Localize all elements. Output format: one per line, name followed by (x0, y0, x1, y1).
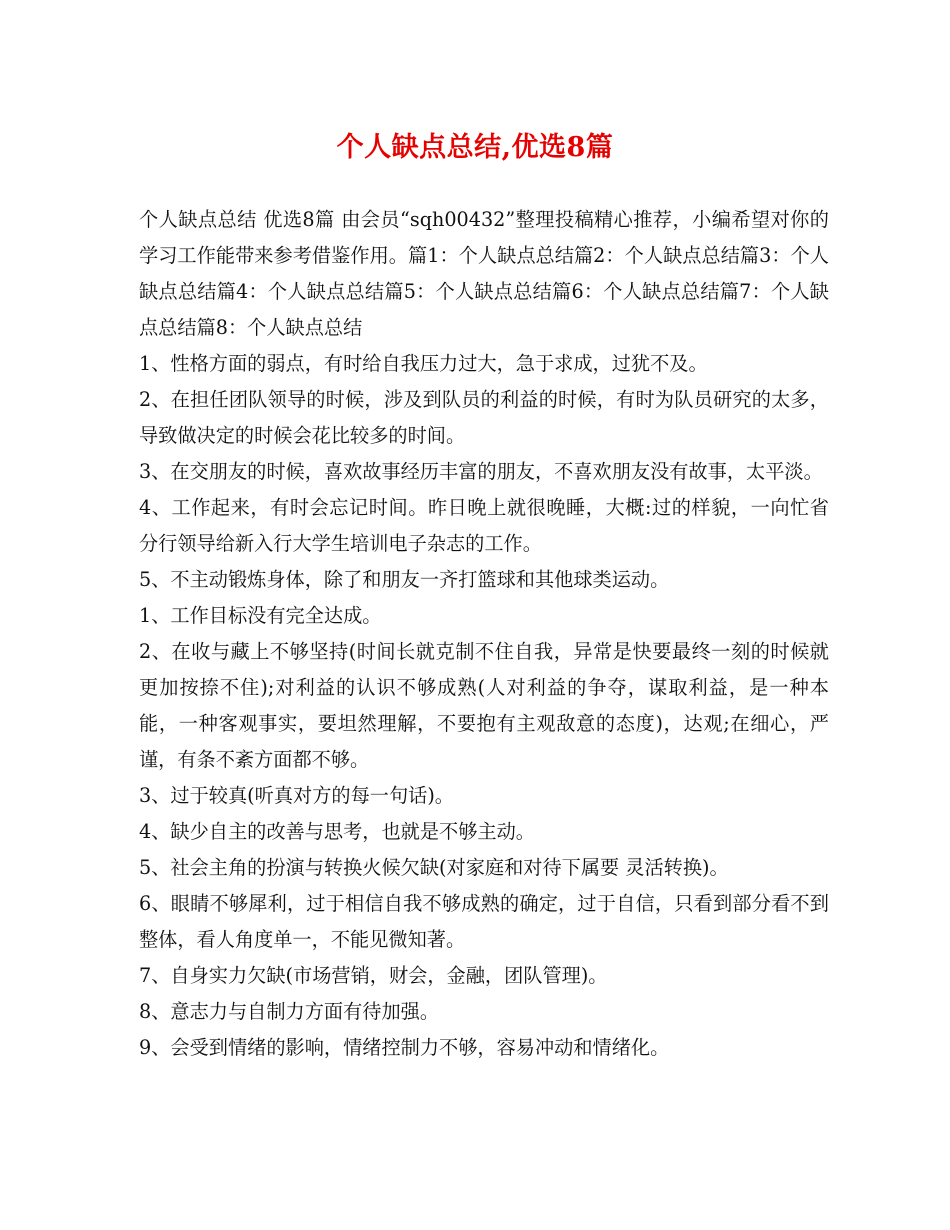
list-item: 9、会受到情绪的影响，情绪控制力不够，容易冲动和情绪化。 (139, 1036, 670, 1059)
list-item: 3、过于较真(听真对方的每一句话)。 (139, 784, 454, 807)
list-item: 4、缺少自主的改善与思考，也就是不够主动。 (139, 820, 535, 843)
list-item: 2、在收与藏上不够坚持(时间长就克制不住自我，异常是快要最终一刻的时候就更加按捺不住);对利益的认识不够成熟(人对利益的争夺，谋取利益，是一种本能，一种客观事实，要坦然理解，不要抱有主观敌意的态度)，达观;在细心，严谨，有条不紊方面都不够。 (139, 640, 829, 771)
list-item: 3、在交朋友的时候，喜欢故事经历丰富的朋友，不喜欢朋友没有故事，太平淡。 (139, 460, 823, 483)
intro-paragraph: 个人缺点总结 优选8篇 由会员“sqh00432”整理投稿精心推荐，小编希望对你的学习工作能带来参考借鉴作用。篇1：个人缺点总结篇2：个人缺点总结篇3：个人缺点总结篇4：个人缺点总结篇5：个人缺点总结篇6：个人缺点总结篇7：个人缺点总结篇8：个人缺点总结 (139, 208, 829, 339)
list-item: 7、自身实力欠缺(市场营销，财会，金融，团队管理)。 (139, 964, 608, 987)
document-title: 个人缺点总结,优选8篇 (336, 132, 614, 163)
list-item: 1、工作目标没有完全达成。 (139, 604, 382, 627)
list-item: 8、意志力与自制力方面有待加强。 (139, 1000, 440, 1023)
list-item: 4、工作起来，有时会忘记时间。昨日晚上就很晚睡，大概:过的样貌，一向忙省分行领导给新入行大学生培训电子杂志的工作。 (139, 496, 829, 555)
list-item: 1、性格方面的弱点，有时给自我压力过大，急于求成，过犹不及。 (139, 352, 708, 375)
document-body (139, 202, 829, 1066)
list-item: 5、社会主角的扮演与转换火候欠缺(对家庭和对待下属要 灵活转换)。 (139, 856, 729, 879)
list-item: 5、不主动锻炼身体，除了和朋友一齐打篮球和其他球类运动。 (139, 568, 670, 591)
list-item: 2、在担任团队领导的时候，涉及到队员的利益的时候，有时为队员研究的太多，导致做决定的时候会花比较多的时间。 (139, 388, 829, 447)
list-item: 6、眼睛不够犀利，过于相信自我不够成熟的确定，过于自信，只看到部分看不到整体，看人角度单一，不能见微知著。 (139, 892, 829, 951)
